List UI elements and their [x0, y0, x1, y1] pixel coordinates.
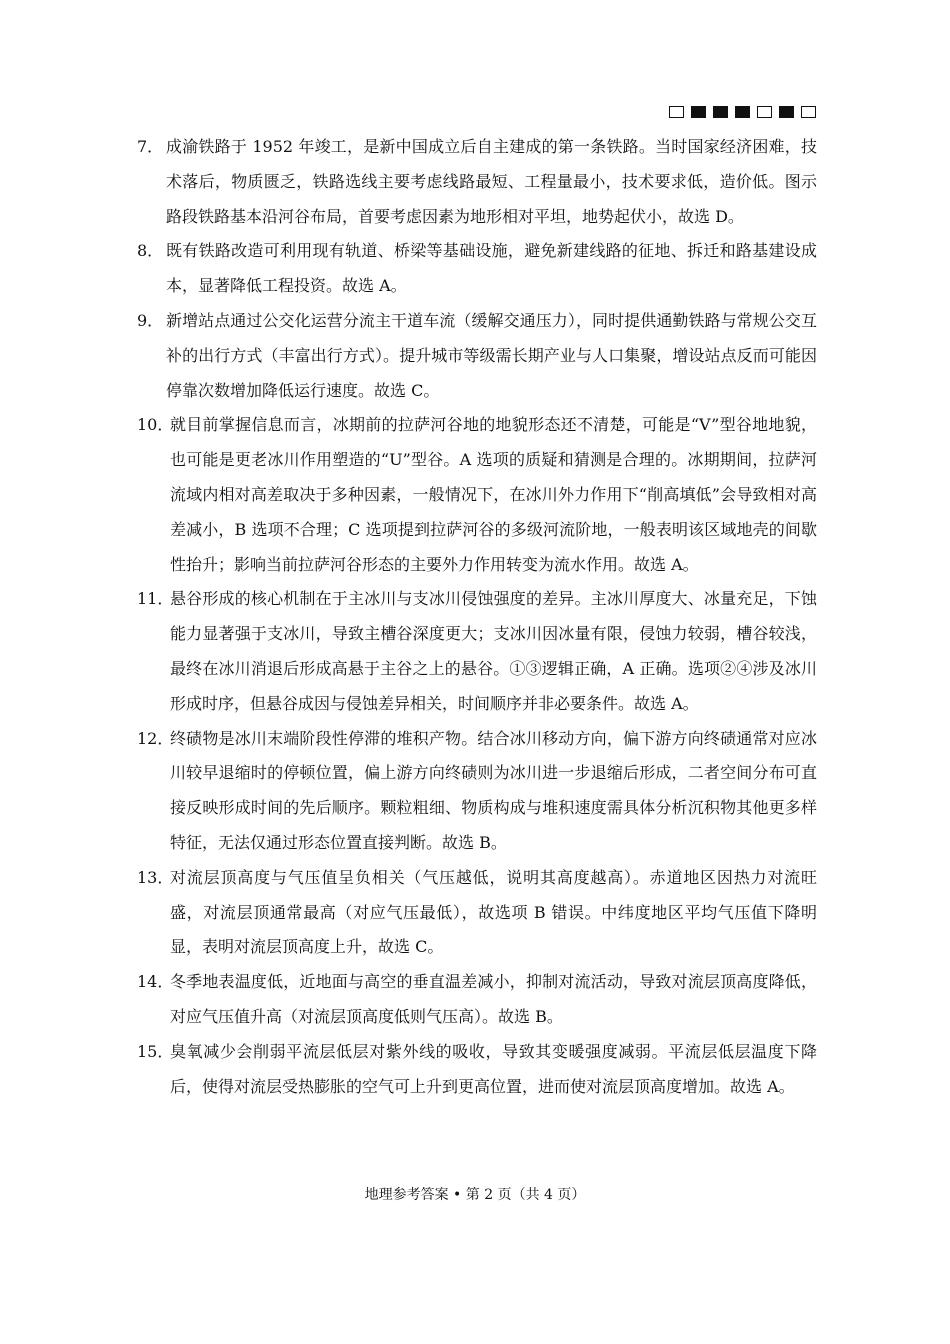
answer-text: 终碛物是冰川末端阶段性停滞的堆积产物。结合冰川移动方向，偏下游方向终碛通常对应冰川较早退缩时的停顿位置，偏上游方向终碛则为冰川进一步退缩后形成，二者空间分布可直接反映形成时间的先后顺序。颗粒粗细、物质构成与堆积速度需具体分析沉积物其他更多样特征，无法仅通过形态位置直接判断。故选 B。	[170, 728, 817, 852]
answer-number: 9．	[137, 310, 164, 330]
answer-item-11	[137, 582, 817, 721]
mark-square-2	[691, 106, 706, 118]
answer-text: 臭氧减少会削弱平流层低层对紫外线的吸收，导致其变暖强度减弱。平流层低层温度下降后，使得对流层受热膨胀的空气可上升到更高位置，进而使对流层顶高度增加。故选 A。	[170, 1041, 817, 1096]
answer-item-7	[137, 130, 817, 234]
answer-text: 成渝铁路于 1952 年竣工，是新中国成立后自主建成的第一条铁路。当时国家经济困难，技术落后，物质匮乏，铁路选线主要考虑线路最短、工程量最小，技术要求低，造价低。图示路段铁路基本沿河谷布局，首要考虑因素为地形相对平坦，地势起伏小，故选 D。	[166, 137, 817, 226]
mark-square-6	[779, 106, 794, 118]
mark-square-5	[757, 106, 772, 118]
answer-number: 8．	[137, 241, 164, 261]
answer-number: 15．	[137, 1041, 174, 1061]
answer-text: 冬季地表温度低，近地面与高空的垂直温差减小，抑制对流活动，导致对流层顶高度降低，对应气压值升高（对流层顶高度低则气压高）。故选 B。	[170, 972, 817, 1026]
answer-item-15	[137, 1035, 817, 1105]
answer-text: 悬谷形成的核心机制在于主冰川与支冰川侵蚀强度的差异。主冰川厚度大、冰量充足，下蚀能力显著强于支冰川，导致主槽谷深度更大；支冰川因冰量有限，侵蚀力较弱，槽谷较浅，最终在冰川消退后形成高悬于主谷之上的悬谷。①③逻辑正确，A 正确。选项②④涉及冰川形成时序，但悬谷成因与侵蚀差异相关，时间顺序并非必要条件。故选 A。	[170, 589, 817, 713]
answer-item-10	[137, 408, 817, 582]
mark-square-3	[713, 106, 728, 118]
answer-number: 13．	[137, 867, 174, 887]
page-footer: 地理参考答案 • 第 2 页（共 4 页）	[364, 1187, 586, 1203]
answer-number: 7．	[137, 137, 164, 156]
answer-number: 12．	[137, 728, 174, 748]
answer-number: 11．	[137, 589, 174, 609]
answer-list	[137, 130, 817, 1104]
header-marks	[669, 106, 816, 118]
answer-text: 就目前掌握信息而言，冰期前的拉萨河谷地的地貌形态还不清楚，可能是“V”型谷地地貌，也可能是更老冰川作用塑造的“U”型谷。A 选项的质疑和猜测是合理的。冰期期间，拉萨河流域内相对高差取决于多种因素，一般情况下，在冰川外力作用下“削高填低”会导致相对高差减小，B 选项不合理；C 选项提到拉萨河谷的多级河流阶地，一般表明该区域地壳的间歇性抬升；影响当前拉萨河谷形态的主要外力作用转变为流水作用。故选 A。	[170, 415, 817, 574]
answer-number: 10．	[137, 415, 174, 435]
answer-text: 既有铁路改造可利用现有轨道、桥梁等基础设施，避免新建线路的征地、拆迁和路基建设成本，显著降低工程投资。故选 A。	[166, 241, 817, 296]
mark-square-4	[735, 106, 750, 118]
answer-item-12	[137, 722, 817, 861]
answer-text: 新增站点通过公交化运营分流主干道车流（缓解交通压力），同时提供通勤铁路与常规公交互补的出行方式（丰富出行方式）。提升城市等级需长期产业与人口集聚，增设站点反而可能因停靠次数增加降低运行速度。故选 C。	[166, 310, 817, 400]
mark-square-1	[669, 106, 684, 118]
answer-item-9	[137, 304, 817, 408]
answer-text: 对流层顶高度与气压值呈负相关（气压越低，说明其高度越高）。赤道地区因热力对流旺盛，对流层顶通常最高（对应气压最低），故选项 B 错误。中纬度地区平均气压值下降明显，表明对流层顶高度上升，故选 C。	[170, 867, 817, 957]
answer-item-13	[137, 861, 817, 965]
answer-item-8	[137, 234, 817, 304]
answer-item-14	[137, 965, 817, 1035]
answer-number: 14．	[137, 972, 174, 992]
mark-square-7	[801, 106, 816, 118]
